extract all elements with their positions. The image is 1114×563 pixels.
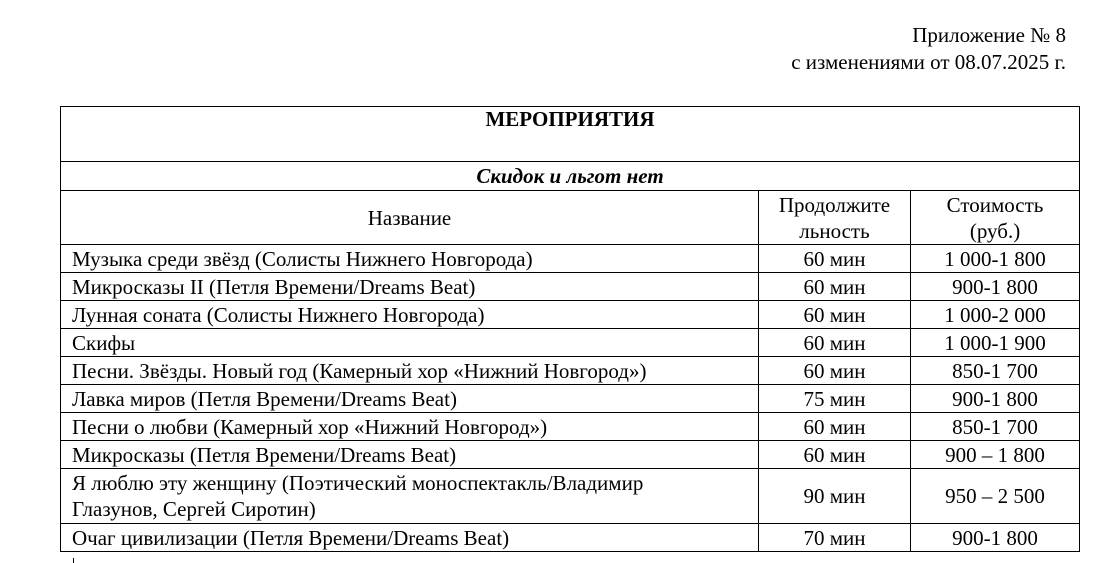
table-row [61, 357, 1080, 385]
event-name: Очаг цивилизации (Петля Времени/Dreams Beat) [61, 524, 759, 552]
table-row [61, 273, 1080, 301]
cursor-mark [73, 558, 74, 563]
event-cost: 1 000-1 900 [911, 329, 1080, 357]
column-header-cost-line2: (руб.) [969, 218, 1021, 243]
event-duration: 60 мин [759, 413, 911, 441]
table-row [61, 524, 1080, 552]
table-header-row [61, 191, 1080, 245]
event-duration: 60 мин [759, 273, 911, 301]
event-cost: 1 000-1 800 [911, 245, 1080, 273]
event-duration: 90 мин [759, 469, 911, 524]
table-row [61, 329, 1080, 357]
event-name [61, 469, 759, 524]
event-cost: 900-1 800 [911, 273, 1080, 301]
table-subtitle: Скидок и льгот нет [61, 162, 1080, 191]
event-name: Песни о любви (Камерный хор «Нижний Новгород») [61, 413, 759, 441]
event-duration: 60 мин [759, 329, 911, 357]
event-cost: 850-1 700 [911, 413, 1080, 441]
table-row [61, 245, 1080, 273]
table-row [61, 413, 1080, 441]
table-row [61, 385, 1080, 413]
event-name-line1: Я люблю эту женщину (Поэтический моноспектакль/Владимир [72, 471, 644, 495]
event-duration: 75 мин [759, 385, 911, 413]
table-row [61, 441, 1080, 469]
event-name: Микросказы (Петля Времени/Dreams Beat) [61, 441, 759, 469]
event-name-line2: Глазунов, Сергей Сиротин) [72, 497, 316, 521]
column-header-name: Название [61, 191, 759, 245]
column-header-duration-line1: Продолжите [778, 192, 891, 217]
event-duration: 60 мин [759, 301, 911, 329]
event-duration: 60 мин [759, 357, 911, 385]
column-header-cost-line1: Стоимость [946, 192, 1044, 217]
event-name: Скифы [61, 329, 759, 357]
event-cost: 900-1 800 [911, 524, 1080, 552]
event-name: Музыка среди звёзд (Солисты Нижнего Новгорода) [61, 245, 759, 273]
changes-date: с изменениями от 08.07.2025 г. [791, 50, 1066, 74]
table-title: МЕРОПРИЯТИЯ [61, 107, 1080, 162]
appendix-number: Приложение № 8 [912, 23, 1066, 47]
column-header-duration [759, 191, 911, 245]
event-cost: 850-1 700 [911, 357, 1080, 385]
column-header-duration-line2: льность [799, 218, 870, 243]
events-table [60, 106, 1080, 552]
event-duration: 60 мин [759, 245, 911, 273]
event-duration: 60 мин [759, 441, 911, 469]
event-duration: 70 мин [759, 524, 911, 552]
event-name: Микросказы II (Петля Времени/Dreams Beat) [61, 273, 759, 301]
event-name: Лунная соната (Солисты Нижнего Новгорода) [61, 301, 759, 329]
document-header [791, 22, 1066, 76]
event-name: Лавка миров (Петля Времени/Dreams Beat) [61, 385, 759, 413]
event-name: Песни. Звёзды. Новый год (Камерный хор «Нижний Новгород») [61, 357, 759, 385]
event-cost: 900-1 800 [911, 385, 1080, 413]
event-cost: 900 – 1 800 [911, 441, 1080, 469]
column-header-cost [911, 191, 1080, 245]
table-row [61, 301, 1080, 329]
event-cost: 1 000-2 000 [911, 301, 1080, 329]
event-cost: 950 – 2 500 [911, 469, 1080, 524]
table-row [61, 469, 1080, 524]
